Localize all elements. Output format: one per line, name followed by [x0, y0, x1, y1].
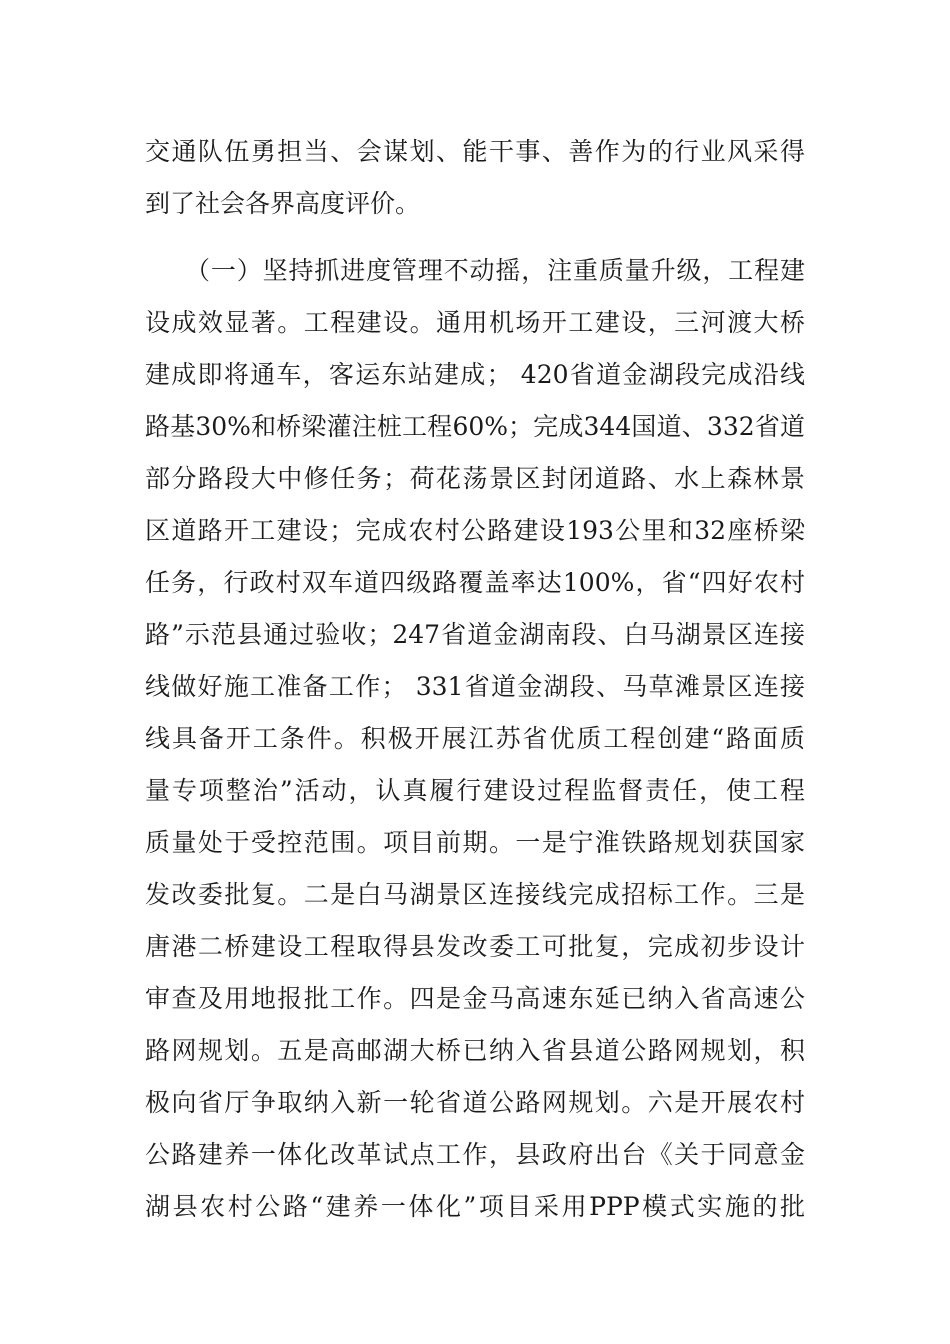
text-line: 质量处于受控范围。项目前期。一是宁淮铁路规划获国家 — [145, 828, 805, 857]
body-text — [145, 126, 805, 1233]
text-line: 湖县农村公路“建养一体化”项目采用PPP模式实施的批 — [145, 1192, 805, 1221]
paragraph-1 — [145, 126, 805, 230]
text-line: 交通队伍勇担当、会谋划、能干事、善作为的行业风采得 — [145, 137, 805, 166]
text-line: 任务，行政村双车道四级路覆盖率达100%，省“四好农村 — [145, 568, 805, 597]
text-line: 路基30%和桥梁灌注桩工程60%；完成344国道、332省道 — [145, 412, 805, 441]
text-line: 唐港二桥建设工程取得县发改委工可批复，完成初步设计 — [145, 932, 805, 961]
text-line: 线做好施工准备工作； 331省道金湖段、马草滩景区连接 — [145, 672, 805, 701]
text-line: 区道路开工建设；完成农村公路建设193公里和32座桥梁 — [145, 516, 805, 545]
text-line: 公路建养一体化改革试点工作，县政府出台《关于同意金 — [145, 1140, 805, 1169]
text-line: 极向省厅争取纳入新一轮省道公路网规划。六是开展农村 — [145, 1088, 805, 1117]
paragraph-2 — [145, 245, 805, 1233]
text-line: 量专项整治”活动，认真履行建设过程监督责任，使工程 — [145, 776, 805, 805]
text-line: 路网规划。五是高邮湖大桥已纳入省县道公路网规划，积 — [145, 1036, 805, 1065]
text-line: 路”示范县通过验收；247省道金湖南段、白马湖景区连接 — [145, 620, 805, 649]
text-line: 设成效显著。工程建设。通用机场开工建设，三河渡大桥 — [145, 308, 805, 337]
text-line: 到了社会各界高度评价。 — [145, 189, 421, 218]
text-line: 部分路段大中修任务；荷花荡景区封闭道路、水上森林景 — [145, 464, 805, 493]
text-line: 建成即将通车，客运东站建成； 420省道金湖段完成沿线 — [145, 360, 805, 389]
text-line: （一）坚持抓进度管理不动摇，注重质量升级，工程建 — [185, 256, 805, 285]
text-line: 发改委批复。二是白马湖景区连接线完成招标工作。三是 — [145, 880, 805, 909]
text-line: 审查及用地报批工作。四是金马高速东延已纳入省高速公 — [145, 984, 805, 1013]
text-line: 线具备开工条件。积极开展江苏省优质工程创建“路面质 — [145, 724, 805, 753]
